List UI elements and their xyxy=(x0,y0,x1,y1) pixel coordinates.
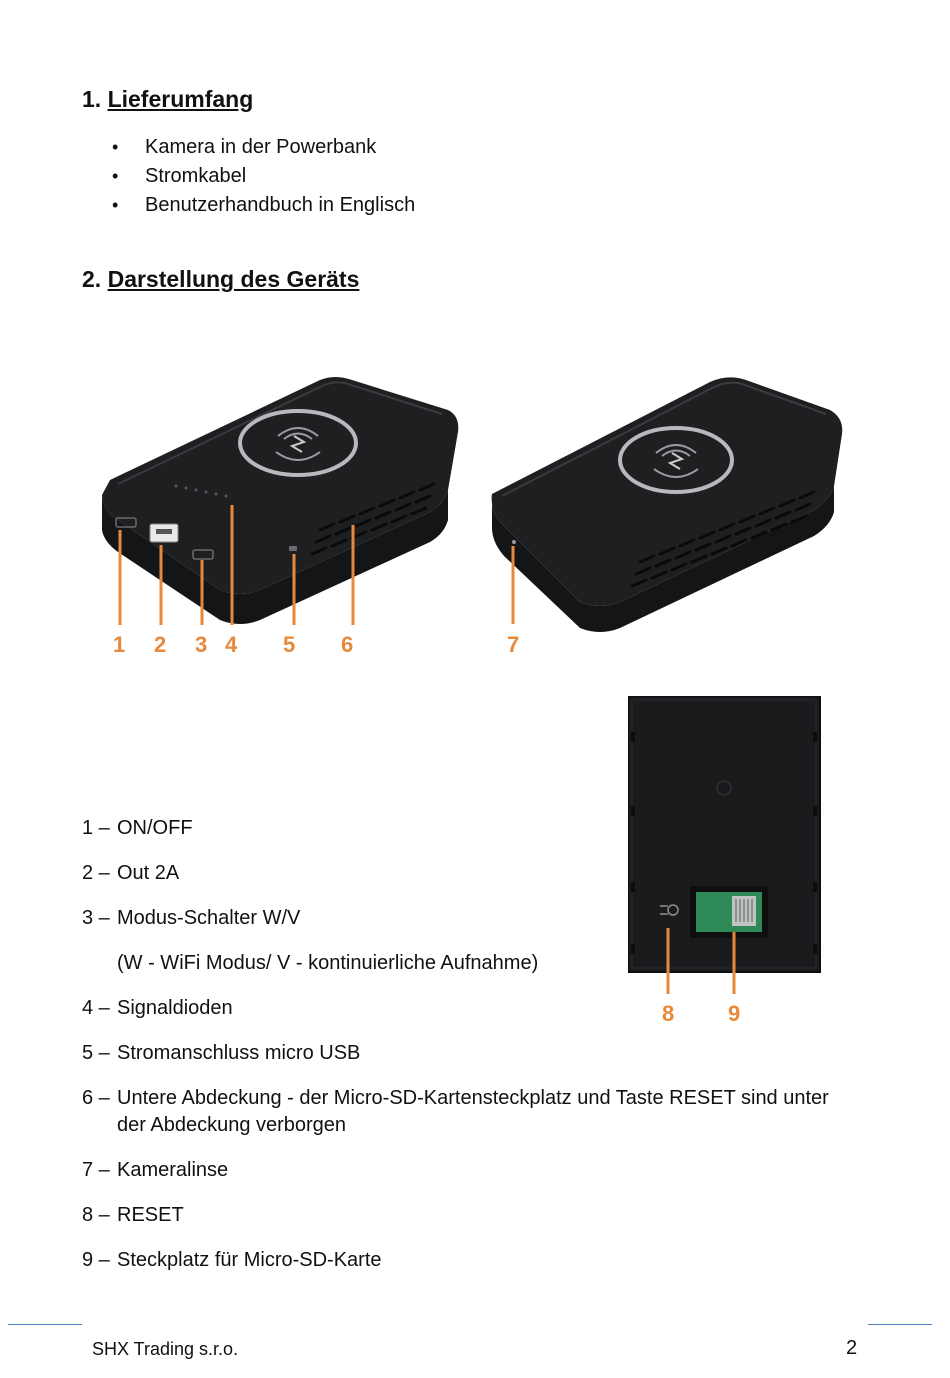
legend-item xyxy=(82,860,179,887)
legend-text: (W - WiFi Modus/ V - kontinuierliche Aufnahme) xyxy=(117,952,539,974)
legend-item xyxy=(82,1040,360,1067)
callout-number: 2 xyxy=(154,632,167,657)
legend-number: 4 – xyxy=(82,997,110,1019)
section-2-heading xyxy=(82,266,359,293)
callout-number: 4 xyxy=(225,632,238,657)
legend-item xyxy=(82,1157,228,1184)
legend-number: 9 – xyxy=(82,1249,110,1271)
legend-text: ON/OFF xyxy=(117,817,193,839)
list-item: • Benutzerhandbuch in Englisch xyxy=(112,191,415,220)
legend-item xyxy=(82,1085,829,1139)
legend-text: Signaldioden xyxy=(117,997,233,1019)
legend-text-continued: der Abdeckung verborgen xyxy=(117,1114,347,1136)
list-item: • Stromkabel xyxy=(112,162,415,191)
footer-rule-right xyxy=(868,1324,932,1325)
section-2-title: Darstellung des Geräts xyxy=(107,266,360,292)
legend-number: 5 – xyxy=(82,1042,110,1064)
section-2-number: 2. xyxy=(82,266,102,292)
legend-item xyxy=(82,1202,184,1229)
callout-number: 1 xyxy=(113,632,126,657)
legend-item xyxy=(82,905,300,932)
legend-item xyxy=(82,815,193,842)
legend-item xyxy=(82,950,538,977)
legend-number: 6 – xyxy=(82,1087,110,1109)
legend-text: Kameralinse xyxy=(117,1159,229,1181)
section-1-title: Lieferumfang xyxy=(107,86,254,112)
section-1-heading xyxy=(82,86,253,113)
callout-number: 8 xyxy=(662,1001,675,1026)
legend-text: Out 2A xyxy=(117,862,180,884)
legend-text: Steckplatz für Micro-SD-Karte xyxy=(117,1249,382,1271)
callout-number: 3 xyxy=(195,632,208,657)
contents-list xyxy=(112,133,415,220)
legend-text: Untere Abdeckung - der Micro-SD-Kartensteckplatz und Taste RESET sind unter xyxy=(117,1087,829,1109)
device-bottom-image xyxy=(628,696,822,1006)
device-back-image xyxy=(480,366,850,666)
legend-item xyxy=(82,995,233,1022)
device-front-image xyxy=(90,370,470,670)
legend-number: 3 – xyxy=(82,907,110,929)
legend-text: RESET xyxy=(117,1204,184,1226)
legend-text: Modus-Schalter W/V xyxy=(117,907,301,929)
callout-number: 5 xyxy=(283,632,296,657)
legend-number: 7 – xyxy=(82,1159,110,1181)
legend-number: 8 – xyxy=(82,1204,110,1226)
list-item: • Kamera in der Powerbank xyxy=(112,133,415,162)
footer-company: SHX Trading s.r.o. xyxy=(92,1339,239,1359)
callout-number: 9 xyxy=(728,1001,741,1026)
section-1-number: 1. xyxy=(82,86,102,112)
footer-rule-left xyxy=(8,1324,82,1325)
page-number: 2 xyxy=(846,1337,858,1359)
legend-number: 1 – xyxy=(82,817,110,839)
legend-text: Stromanschluss micro USB xyxy=(117,1042,361,1064)
callout-number: 7 xyxy=(507,632,520,657)
callout-number: 6 xyxy=(341,632,354,657)
legend-item xyxy=(82,1247,382,1274)
legend-number: 2 – xyxy=(82,862,110,884)
